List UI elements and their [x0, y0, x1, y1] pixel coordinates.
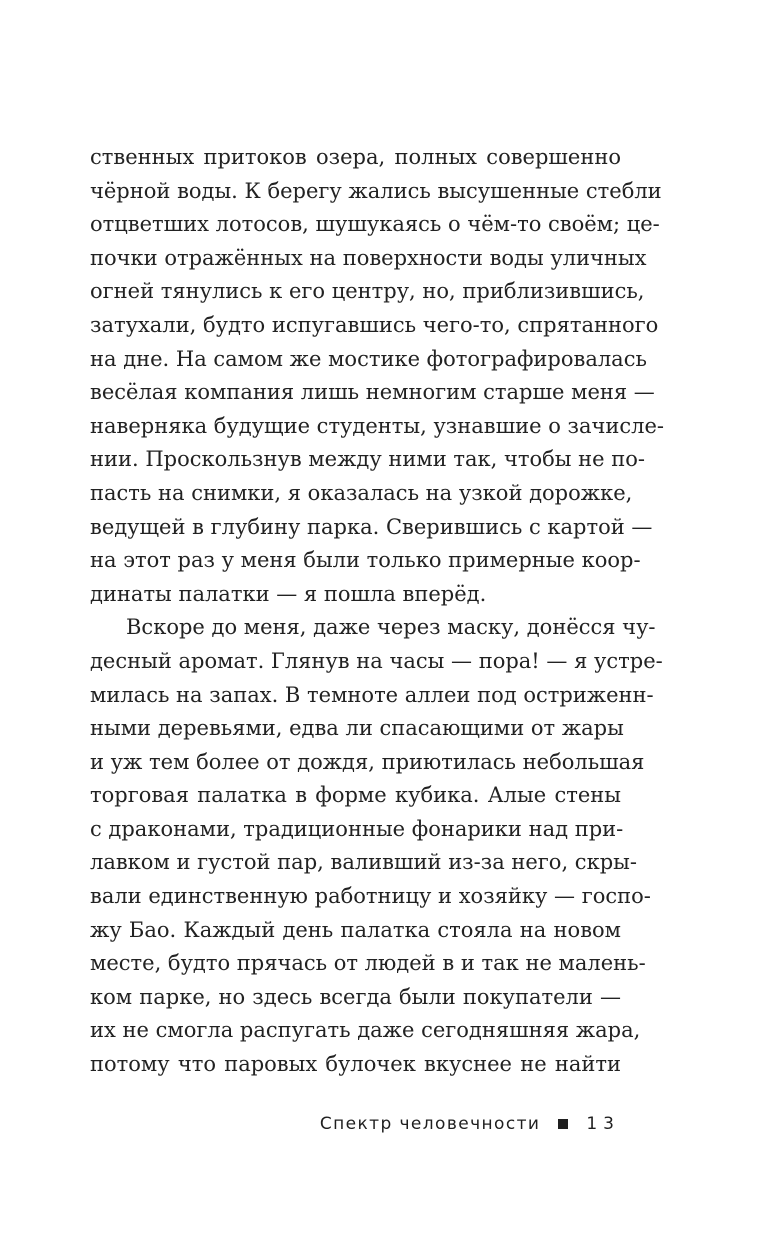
text-line: Вскоре до меня, даже через маску, донёсся чу- — [126, 615, 656, 640]
square-separator-icon — [558, 1119, 568, 1129]
text-line: наверняка будущие студенты, узнавшие о зачисле- — [90, 413, 665, 438]
text-line: ком парке, но здесь всегда были покупатели — — [90, 984, 621, 1009]
paragraph-2 — [90, 611, 663, 1081]
paragraph-1 — [90, 141, 665, 611]
text-line: торговая палатка в форме кубика. Алые стены — [90, 783, 621, 808]
text-line: и уж тем более от дождя, приютилась небольшая — [90, 749, 645, 774]
text-line: нии. Проскользнув между ними так, чтобы не по- — [90, 447, 646, 472]
running-footer — [268, 1104, 620, 1144]
text-line: на этот раз у меня были только примерные коор- — [90, 548, 641, 573]
text-line: жу Бао. Каждый день палатка стояла на новом — [90, 917, 621, 942]
text-line: весёлая компания лишь немногим старше меня — — [90, 380, 655, 405]
text-line: чёрной воды. К берегу жались высушенные стебли — [90, 178, 662, 203]
text-line: их не смогла распугать даже сегодняшняя жара, — [90, 1018, 641, 1043]
text-line: лавком и густой пар, валивший из-за него, скры- — [90, 850, 637, 875]
text-line: ведущей в глубину парка. Сверившись с картой — — [90, 514, 653, 539]
body-text — [90, 141, 665, 1082]
text-line: ными деревьями, едва ли спасающими от жары — [90, 716, 624, 741]
text-line: милась на запах. В темноте аллеи под остриженн- — [90, 682, 654, 707]
text-line: потому что паровых булочек вкуснее не найти — [90, 1052, 621, 1077]
text-line: десный аромат. Глянув на часы — пора! — я устре- — [90, 648, 663, 673]
text-line: ственных притоков озера, полных совершенно — [90, 145, 621, 169]
text-line: месте, будто прячась от людей в и так не малень- — [90, 951, 646, 976]
text-line: динаты палатки — я пошла вперёд. — [90, 581, 487, 606]
text-line: затухали, будто испугавшись чего-то, спрятанного — [90, 312, 659, 337]
text-line: вали единственную работницу и хозяйку — госпо- — [90, 884, 651, 909]
text-line: с драконами, традиционные фонарики над при- — [90, 816, 624, 841]
text-line: почки отражённых на поверхности воды уличных — [90, 245, 647, 270]
text-line: огней тянулись к его центру, но, приблизившись, — [90, 279, 645, 304]
text-line: отцветших лотосов, шушукаясь о чём-то своём; це- — [90, 212, 660, 237]
text-line: на дне. На самом же мостике фотографировалась — [90, 346, 647, 371]
page-number: 13 — [586, 1114, 620, 1134]
book-title: Спектр человечности — [319, 1114, 541, 1134]
text-line: пасть на снимки, я оказалась на узкой дорожке, — [90, 480, 633, 505]
